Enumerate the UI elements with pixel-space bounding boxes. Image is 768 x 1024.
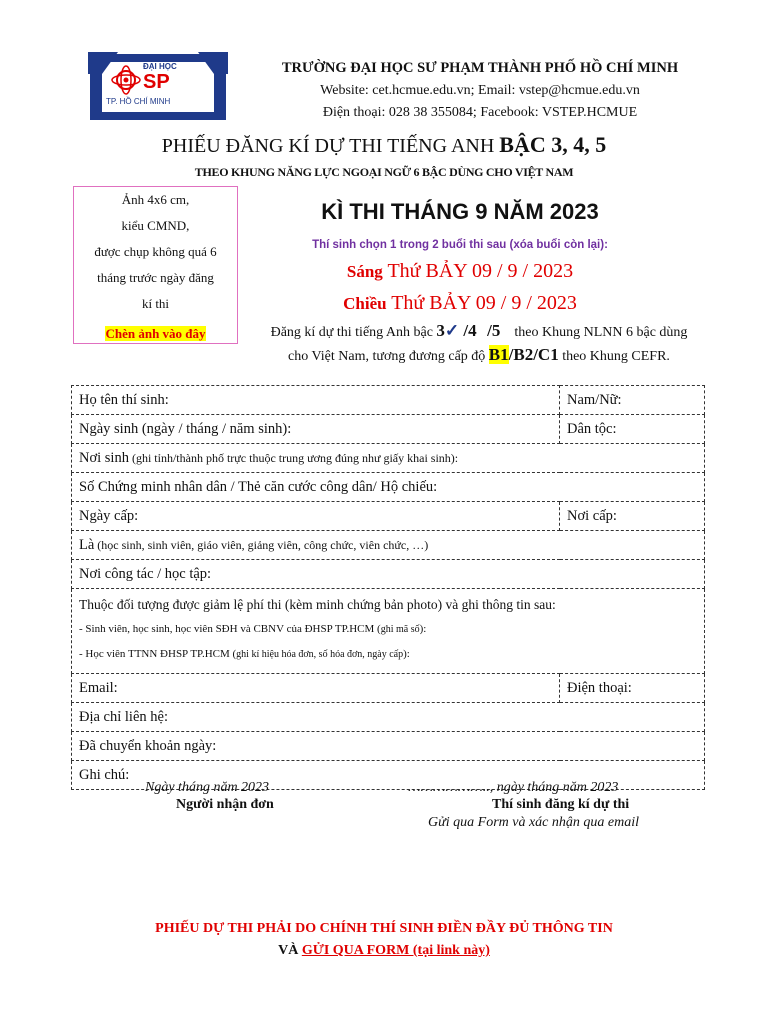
session-morning <box>250 260 670 283</box>
level-3[interactable]: 3 <box>436 321 445 340</box>
logo-text-top: ĐẠI HỌC <box>143 62 177 71</box>
session-morning-label: Sáng <box>346 262 383 281</box>
photo-line-1: Ảnh 4x6 cm, <box>121 192 190 207</box>
receiver-date: Ngày tháng năm 2023 <box>145 780 270 795</box>
table-row <box>72 674 705 703</box>
table-row <box>72 386 705 415</box>
logo-text-city: TP. HỒ CHÍ MINH <box>106 97 171 106</box>
registration-cefr-suffix: theo Khung CEFR. <box>558 349 670 364</box>
form-link[interactable]: GỬI QUA FORM (tại link này) <box>301 943 490 958</box>
workplace-field[interactable]: Nơi công tác / học tập: <box>72 560 705 589</box>
birthplace-note: (ghi tỉnh/thành phố trực thuộc trung ương đúng như giấy khai sinh): <box>128 450 459 465</box>
form-title-levels: BẬC 3, 4, 5 <box>499 132 607 157</box>
issue-place-field[interactable]: Nơi cấp: <box>560 502 705 531</box>
session-afternoon <box>250 292 670 315</box>
level-5[interactable]: /5 <box>487 321 501 340</box>
table-row <box>72 589 705 674</box>
email-field[interactable]: Email: <box>72 674 560 703</box>
footer-and: VÀ <box>278 943 302 958</box>
registration-line-2 <box>244 342 714 370</box>
form-subtitle: THEO KHUNG NĂNG LỰC NGOẠI NGỮ 6 BẬC DÙNG CHO VIỆT NAM <box>194 165 574 179</box>
candidate-note: Gửi qua Form và xác nhận qua email <box>428 815 639 830</box>
occupation-note: (học sinh, sinh viên, giáo viên, giảng viên, công chức, viên chức, …) <box>94 537 429 552</box>
form-title <box>0 132 768 158</box>
institution-name: TRƯỜNG ĐẠI HỌC SƯ PHẠM THÀNH PHỐ HỒ CHÍ MINH <box>281 60 679 76</box>
discount-option-1 <box>79 617 697 642</box>
session-afternoon-label: Chiều <box>343 294 387 313</box>
session-instruction: Thí sinh chọn 1 trong 2 buổi thi sau (xóa buổi còn lại): <box>312 239 608 251</box>
receiver-role: Người nhận đơn <box>176 797 274 812</box>
session-afternoon-value: Thứ BẢY 09 / 9 / 2023 <box>386 292 577 314</box>
discount-option-1-text: - Sinh viên, học sinh, học viên SĐH và CBNV của ĐHSP TP.HCM ( <box>79 623 381 635</box>
discount-field[interactable] <box>72 589 705 674</box>
ethnicity-field[interactable]: Dân tộc: <box>560 415 705 444</box>
table-row <box>72 732 705 761</box>
form-title-main: PHIẾU ĐĂNG KÍ DỰ THI TIẾNG ANH <box>161 135 500 157</box>
insert-photo-label: Chèn ảnh vào đây <box>105 326 206 341</box>
exam-title: KÌ THI THÁNG 9 NĂM 2023 <box>321 199 599 224</box>
note-field[interactable]: Ghi chú: <box>72 761 705 790</box>
registration-form-table <box>71 385 705 790</box>
table-row <box>72 502 705 531</box>
discount-option-1-end: ): <box>419 623 427 635</box>
cefr-b2-c1: /B2/C1 <box>508 345 559 364</box>
university-logo <box>88 52 228 122</box>
discount-label: Thuộc đối tượng được giảm lệ phí thi (kèm minh chứng bản photo) và ghi thông tin sau: <box>79 597 556 612</box>
discount-option-2-note: ghi kí hiệu hóa đơn, số hóa đơn, ngày cấp <box>236 649 404 660</box>
contact-phone: Điện thoại: 028 38 355084; Facebook: VSTEP.HCMUE <box>322 105 638 120</box>
table-row <box>72 415 705 444</box>
level-4[interactable]: /4 <box>459 321 477 340</box>
table-row <box>72 473 705 502</box>
table-row <box>72 444 705 473</box>
gender-field[interactable]: Nam/Nữ: <box>560 386 705 415</box>
discount-option-2-end: ): <box>403 648 410 660</box>
photo-line-5: kí thi <box>141 296 170 311</box>
photo-box[interactable] <box>73 186 238 344</box>
table-row <box>72 531 705 560</box>
registration-prefix: Đăng kí dự thi tiếng Anh bậc <box>270 325 437 340</box>
transfer-date-field[interactable]: Đã chuyển khoản ngày: <box>72 732 705 761</box>
photo-line-3: được chụp không quá 6 <box>94 244 217 259</box>
discount-option-2-text: - Học viên TTNN ĐHSP TP.HCM ( <box>79 648 237 660</box>
footer-warning: PHIẾU DỰ THI PHẢI DO CHÍNH THÍ SINH ĐIỀN ĐẦY ĐỦ THÔNG TIN <box>155 921 613 936</box>
registration-cefr-prefix: cho Việt Nam, tương đương cấp độ <box>288 349 489 364</box>
footer-form-line <box>0 943 768 959</box>
phone-field[interactable]: Điện thoại: <box>560 674 705 703</box>
occupation-field[interactable] <box>72 531 705 560</box>
photo-line-4: tháng trước ngày đăng <box>97 270 214 285</box>
candidate-role: Thí sinh đăng kí dự thi <box>492 797 630 812</box>
id-number-field[interactable]: Số Chứng minh nhân dân / Thẻ căn cước công dân/ Hộ chiếu: <box>72 473 705 502</box>
table-row <box>72 703 705 732</box>
issue-date-field[interactable]: Ngày cấp: <box>72 502 560 531</box>
birthplace-field[interactable] <box>72 444 705 473</box>
photo-line-2: kiểu CMND, <box>121 218 190 233</box>
cefr-b1: B1 <box>488 345 509 364</box>
address-field[interactable]: Địa chỉ liên hệ: <box>72 703 705 732</box>
full-name-field[interactable]: Họ tên thí sinh: <box>72 386 560 415</box>
discount-option-2 <box>79 642 697 667</box>
discount-option-1-note: ghi mã số <box>380 624 420 635</box>
occupation-label: Là <box>79 536 95 553</box>
logo-text-sp: SP <box>143 71 170 93</box>
dob-field[interactable]: Ngày sinh (ngày / tháng / năm sinh): <box>72 415 560 444</box>
table-row <box>72 560 705 589</box>
registration-mid: theo Khung NLNN 6 bậc dùng <box>510 325 688 340</box>
check-icon: ✓ <box>444 321 460 340</box>
session-morning-value: Thứ BẢY 09 / 9 / 2023 <box>382 260 574 282</box>
candidate-date: ……………….., ngày tháng năm 2023 <box>408 780 619 795</box>
contact-website: Website: cet.hcmue.edu.vn; Email: vstep@hcmue.edu.vn <box>320 83 640 98</box>
birthplace-label: Nơi sinh <box>79 449 129 466</box>
